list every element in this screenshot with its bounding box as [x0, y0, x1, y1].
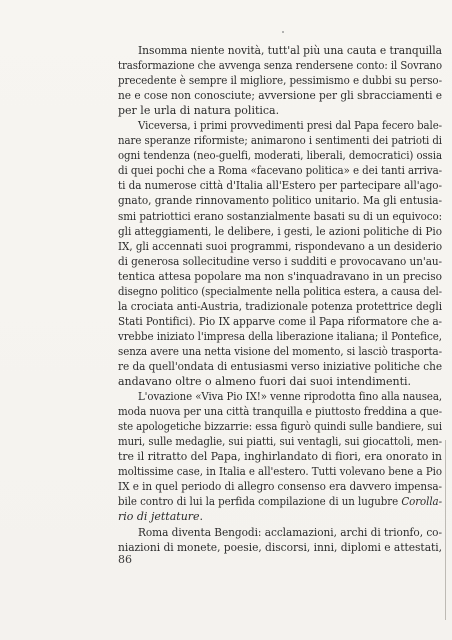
text-line-content: muri, sulle medaglie, sui piatti, sui ventagli, sui giocattoli, men- — [118, 435, 442, 449]
text-line — [118, 314, 442, 329]
text-line-content: gli atteggiamenti, le delibere, i gesti, le azioni politiche di Pio — [118, 224, 442, 238]
text-line — [118, 509, 442, 524]
body-text — [118, 43, 442, 555]
text-line — [118, 344, 442, 359]
text-line-content: vrebbe iniziato l'impresa della liberazione italiana; il Pontefice, — [118, 329, 442, 343]
italic-title: rio di jettature — [118, 510, 200, 524]
text-line — [118, 374, 442, 389]
text-line-content: IX e in quel periodo di allegro consenso era davvero impensa- — [118, 480, 442, 494]
text-line — [118, 148, 442, 163]
scan-speck — [282, 31, 284, 33]
text-line — [118, 284, 442, 299]
text-line-content: IX, gli accennati suoi programmi, rispondevano a un desiderio — [118, 239, 442, 253]
text-line — [118, 254, 442, 269]
text-line-content: di generosa sollecitudine verso i sudditi e provocavano un'au- — [118, 254, 442, 268]
text-line-content: tre il ritratto del Papa, inghirlandato di fiori, era onorato in — [118, 450, 442, 464]
text-line-content: senza avere una netta visione del momento, si lasciò trasporta- — [118, 344, 442, 358]
text-line — [118, 479, 442, 494]
text-line — [118, 494, 442, 509]
text-line-tail: . — [199, 510, 204, 524]
text-line — [118, 449, 442, 464]
text-line — [118, 329, 442, 344]
text-line-content: Stati Pontifici). Pio IX apparve come il Papa riformatore che a- — [118, 314, 442, 328]
text-line-content: Roma diventa Bengodi: acclamazioni, archi di trionfo, co- — [138, 525, 442, 539]
text-line — [118, 525, 442, 540]
text-line-content: la crociata anti-Austria, tradizionale potenza protettrice degli — [118, 299, 442, 313]
text-line — [118, 193, 442, 208]
text-line — [118, 133, 442, 148]
text-line-content: precedente è sempre il migliore, pessimismo e dubbi su perso- — [118, 74, 442, 88]
text-line-content: Viceversa, i primi provvedimenti presi dal Papa fecero bale- — [138, 119, 442, 133]
text-line — [118, 88, 442, 103]
text-line — [118, 389, 442, 404]
text-line — [118, 434, 442, 449]
text-line — [118, 58, 442, 73]
text-line-content: ne e cose non conosciute; avversione per gli sbracciamenti e — [118, 89, 442, 103]
text-line-content: re da quell'ondata di entusiasmi verso iniziative politiche che — [118, 359, 442, 373]
text-line-content: ti da numerose città d'Italia all'Estero per partecipare all'ago- — [118, 179, 442, 193]
text-line-content: Insomma niente novità, tutt'al più una cauta e tranquilla — [138, 44, 442, 57]
text-line-content: andavano oltre o almeno fuori dai suoi intendimenti. — [118, 375, 412, 389]
text-line-content: smi patriottici erano sostanzialmente basati su di un equivoco: — [118, 209, 442, 223]
text-line — [118, 163, 442, 178]
text-line-content: tentica attesa popolare ma non s'inquadravano in un preciso — [118, 269, 442, 283]
text-line — [118, 464, 442, 479]
text-line-content: ogni tendenza (neo-guelfi, moderati, liberali, democratici) ossia — [118, 149, 442, 163]
text-line-content: gnato, grande rinnovamento politico unitario. Ma gli entusia- — [118, 194, 442, 208]
text-line-content: moltissime case, in Italia e all'estero. Tutti volevano bene a Pio — [118, 465, 442, 479]
text-line-content: bile contro di lui la perfida compilazione di un lugubre — [118, 495, 402, 509]
text-line-content: niazioni di monete, poesie, discorsi, inni, diplomi e attestati, — [118, 540, 442, 554]
text-line — [118, 209, 442, 224]
italic-title: Corolla- — [401, 495, 442, 509]
page-number: 86 — [118, 553, 132, 566]
text-line-content: disegno politico (specialmente nella politica estera, a causa del- — [118, 284, 442, 298]
text-line — [118, 299, 442, 314]
text-line — [118, 73, 442, 88]
text-line — [118, 178, 442, 193]
text-line — [118, 224, 442, 239]
text-line — [118, 43, 442, 58]
text-line — [118, 103, 442, 118]
page-edge-shadow — [445, 440, 446, 620]
text-line-content: di quei pochi che a Roma «facevano politica» e dei tanti arriva- — [118, 164, 442, 178]
text-line-content: nare speranze riformiste; animarono i sentimenti dei patrioti di — [118, 134, 442, 148]
text-line — [118, 540, 442, 555]
text-line — [118, 118, 442, 133]
text-line-content: moda nuova per una città tranquilla e piuttosto freddina a que- — [118, 405, 442, 419]
text-line-content: ste apologetiche bizzarrie: essa figurò quindi sulle bandiere, sui — [118, 420, 442, 434]
text-line-content: L'ovazione «Viva Pio IX!» venne riprodotta fino alla nausea, — [138, 390, 442, 404]
text-line — [118, 404, 442, 419]
text-line-content: per le urla di natura politica. — [118, 104, 280, 118]
text-line — [118, 419, 442, 434]
text-line-content: trasformazione che avvenga senza rendersene conto: il Sovrano — [118, 59, 442, 73]
text-line — [118, 239, 442, 254]
text-line — [118, 269, 442, 284]
text-line — [118, 359, 442, 374]
